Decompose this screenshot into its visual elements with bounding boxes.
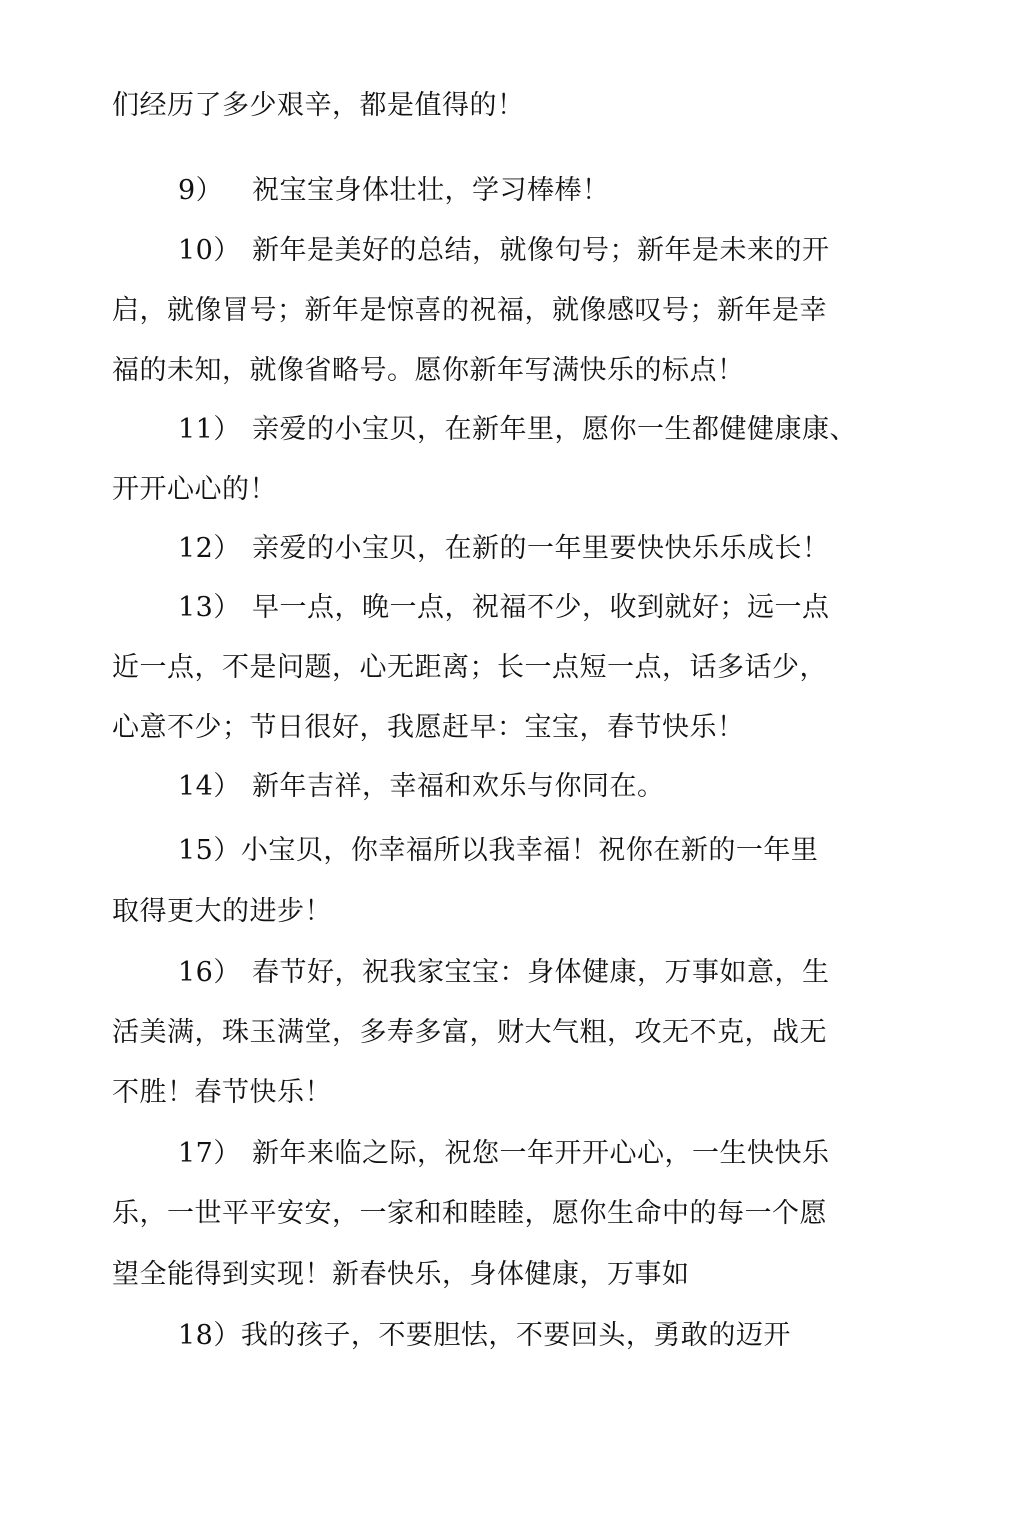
line-text: 春节好，祝我家宝宝：身体健康，万事如意，生 bbox=[252, 957, 830, 988]
line-text: 心意不少；节日很好，我愿赶早：宝宝，春节快乐！ bbox=[112, 712, 745, 743]
text-line bbox=[112, 291, 827, 331]
list-item-12 bbox=[178, 529, 830, 569]
line-text: 新年吉祥，幸福和欢乐与你同在。 bbox=[252, 771, 665, 802]
line-text: 们经历了多少艰辛，都是值得的！ bbox=[112, 90, 525, 121]
list-item-16 bbox=[178, 953, 830, 993]
item-number: 12） bbox=[178, 533, 241, 564]
list-item-9 bbox=[178, 171, 610, 211]
line-text: 不胜！春节快乐！ bbox=[112, 1077, 332, 1108]
item-number: 14） bbox=[178, 771, 241, 802]
item-number: 18） bbox=[178, 1320, 241, 1351]
item-number: 16） bbox=[178, 957, 241, 988]
line-text: 启，就像冒号；新年是惊喜的祝福，就像感叹号；新年是幸 bbox=[112, 295, 827, 326]
line-text: 开开心心的！ bbox=[112, 474, 277, 505]
text-line bbox=[112, 708, 745, 748]
line-text: 祝宝宝身体壮壮，学习棒棒！ bbox=[252, 175, 610, 206]
list-item-17 bbox=[178, 1134, 830, 1174]
item-number: 17） bbox=[178, 1138, 241, 1169]
text-line bbox=[112, 1255, 690, 1295]
text-line bbox=[112, 1194, 827, 1234]
line-text: 福的未知，就像省略号。愿你新年写满快乐的标点！ bbox=[112, 355, 745, 386]
text-line bbox=[112, 892, 332, 932]
list-item-11 bbox=[178, 410, 857, 450]
text-line bbox=[112, 470, 277, 510]
line-text: 乐，一世平平安安，一家和和睦睦，愿你生命中的每一个愿 bbox=[112, 1198, 827, 1229]
line-text: 活美满，珠玉满堂，多寿多富，财大气粗，攻无不克，战无 bbox=[112, 1017, 827, 1048]
line-text: 近一点，不是问题，心无距离；长一点短一点，话多话少， bbox=[112, 652, 827, 683]
item-number: 11） bbox=[178, 414, 241, 445]
item-number: 10） bbox=[178, 235, 241, 266]
line-text: 亲爱的小宝贝，在新年里，愿你一生都健健康康、 bbox=[252, 414, 857, 445]
line-text: 新年是美好的总结，就像句号；新年是未来的开 bbox=[252, 235, 830, 266]
list-item-14 bbox=[178, 767, 665, 807]
item-number: 9） bbox=[178, 175, 224, 206]
line-text: 我的孩子，不要胆怯，不要回头，勇敢的迈开 bbox=[240, 1320, 791, 1351]
line-text: 新年来临之际，祝您一年开开心心，一生快快乐 bbox=[252, 1138, 830, 1169]
text-line bbox=[112, 648, 827, 688]
text-line bbox=[112, 1013, 827, 1053]
list-item-18 bbox=[178, 1316, 791, 1356]
line-text: 望全能得到实现！新春快乐，身体健康，万事如 bbox=[112, 1259, 690, 1290]
item-number: 13） bbox=[178, 592, 241, 623]
line-text: 小宝贝，你幸福所以我幸福！祝你在新的一年里 bbox=[240, 835, 819, 866]
text-line bbox=[112, 1073, 332, 1113]
item-number: 15） bbox=[178, 835, 241, 866]
list-item-13 bbox=[178, 588, 830, 628]
list-item-10 bbox=[178, 231, 830, 271]
text-line bbox=[112, 351, 745, 391]
text-line bbox=[112, 86, 525, 126]
line-text: 早一点，晚一点，祝福不少，收到就好；远一点 bbox=[252, 592, 830, 623]
list-item-15 bbox=[178, 831, 818, 871]
line-text: 取得更大的进步！ bbox=[112, 896, 332, 927]
line-text: 亲爱的小宝贝，在新的一年里要快快乐乐成长！ bbox=[252, 533, 830, 564]
